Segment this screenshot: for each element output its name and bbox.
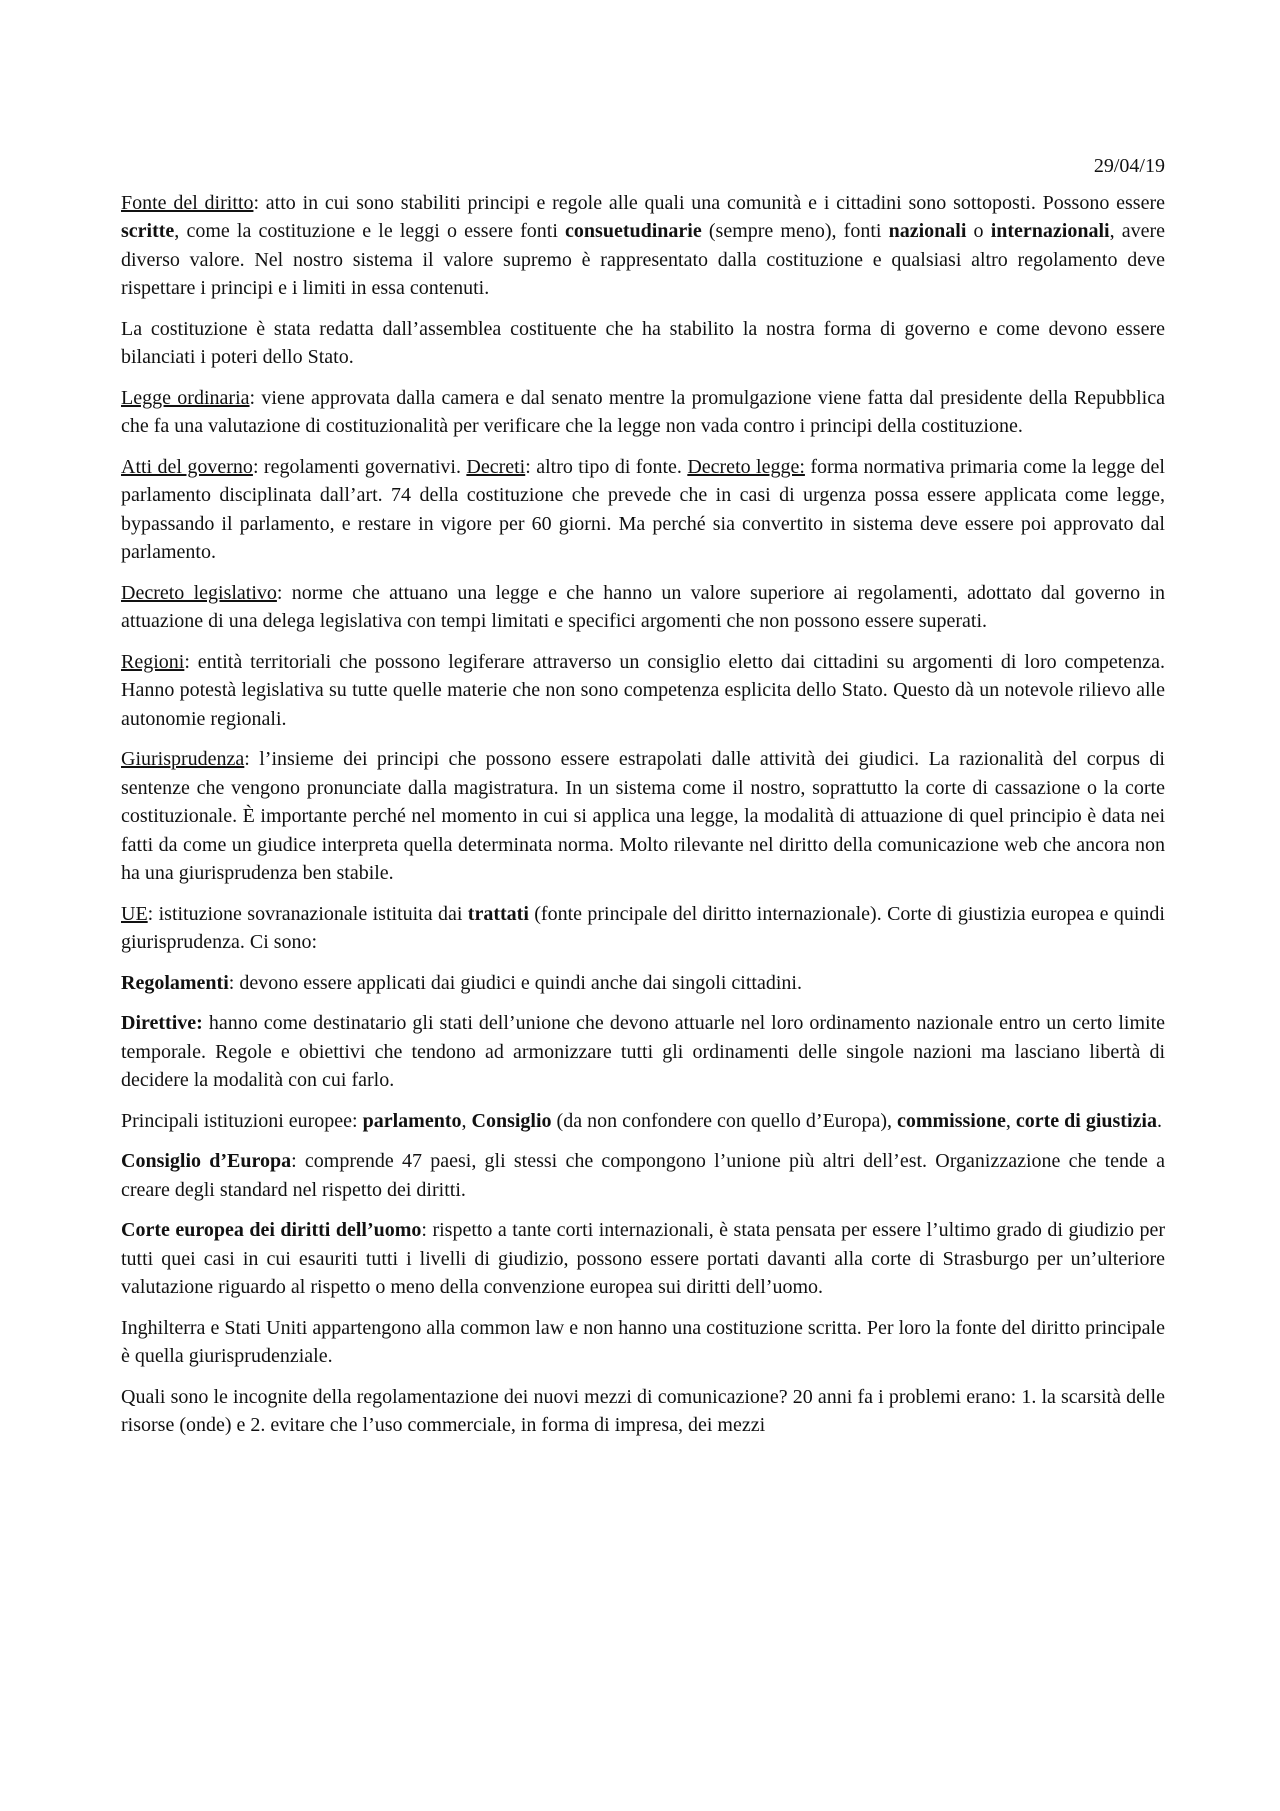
bold-term: consuetudinarie: [565, 220, 702, 242]
bold-term: internazionali: [990, 220, 1110, 242]
text-run: : viene approvata dalla camera e dal senato mentre la promulgazione viene fatta dal presidente della Repubblica che fa una valutazione di costituzionalità per verificare che la legge non vada contro i principi della costituzione.: [121, 386, 1165, 437]
text-run: (fonte principale del diritto internazionale). Corte di giustizia europea e quindi giurisprudenza. Ci sono:: [121, 902, 1165, 953]
underlined-term: Giurisprudenza: [121, 748, 245, 770]
paragraph: [121, 1107, 1165, 1136]
bold-term: corte di giustizia: [1015, 1109, 1157, 1132]
text-run: : norme che attuano una legge e che hanno un valore superiore ai regolamenti, adottato dal governo in attuazione di una delega legislativa con tempi limitati e specifici argomenti che non possono essere superati.: [121, 581, 1165, 632]
text-run: La costituzione è stata redatta dall’assemblea costituente che ha stabilito la nostra forma di governo e come devono essere bilanciati i poteri dello Stato.: [121, 317, 1165, 368]
paragraph: [121, 900, 1165, 957]
document-date: 29/04/19: [1093, 155, 1165, 177]
text-run: Quali sono le incognite della regolamentazione dei nuovi mezzi di comunicazione? 20 anni fa i problemi erano: 1. la scarsità delle risorse (onde) e 2. evitare che l’uso commerciale, in forma di impresa, dei mezzi: [121, 1385, 1165, 1436]
text-run: : atto in cui sono stabiliti principi e regole alle quali una comunità e i cittadini sono sottoposti. Possono essere: [253, 191, 1165, 214]
bold-term: Consiglio: [471, 1109, 552, 1132]
paragraph: [121, 1147, 1165, 1204]
text-run: : rispetto a tante corti internazionali, è stata pensata per essere l’ultimo grado di giudizio per tutti quei casi in cui esauriti tutti i livelli di giudizio, possono essere portati davanti alla corte di Strasburgo per un’ulteriore valutazione riguardo al rispetto o meno della convenzione europea sui diritti dell’uomo.: [121, 1219, 1166, 1298]
paragraph: [121, 1383, 1165, 1440]
paragraph: [121, 579, 1165, 636]
bold-term: Direttive:: [121, 1012, 203, 1034]
paragraph: [121, 969, 1165, 998]
text-run: (da non confondere con quello d’Europa),: [551, 1109, 897, 1132]
text-run: : l’insieme dei principi che possono essere estrapolati dalle attività dei giudici. La razionalità del corpus di sentenze che vengono pronunciate dalla magistratura. In un sistema come il nostro, soprattutto la corte di cassazione o la corte costituzionale. È importante perché nel momento in cui si applica una legge, la modalità di attuazione di quel principio è data nei fatti da come un giudice interpreta quella determinata norma. Molto rilevante nel diritto della comunicazione web che ancora non ha una giurisprudenza ben stabile.: [121, 748, 1165, 884]
bold-term: Consiglio d’Europa: [121, 1150, 292, 1172]
bold-term: Corte europea dei diritti dell’uomo: [121, 1219, 422, 1241]
paragraph: [121, 453, 1165, 567]
text-run: hanno come destinatario gli stati dell’unione che devono attuarle nel loro ordinamento nazionale entro un certo limite temporale. Regole e obiettivi che tendono ad armonizzare tutti gli ordinamenti delle singole nazioni ma lasciano libertà di decidere la modalità con cui farlo.: [121, 1012, 1165, 1091]
paragraph: [121, 384, 1165, 441]
bold-term: parlamento: [362, 1109, 462, 1132]
text-run: : entità territoriali che possono legiferare attraverso un consiglio eletto dai cittadini su argomenti di loro competenza. Hanno potestà legislativa su tutte quelle materie che non sono competenza esplicita dello Stato. Questo dà un notevole rilievo alle autonomie regionali.: [121, 650, 1165, 730]
text-run: .: [1156, 1109, 1162, 1132]
paragraph: [121, 745, 1165, 888]
paragraph: [121, 1216, 1165, 1302]
bold-term: Regolamenti: [121, 971, 229, 994]
text-run: o: [966, 220, 991, 242]
document-page: [121, 152, 1165, 1452]
text-run: : comprende 47 paesi, gli stessi che compongono l’unione più altri dell’est. Organizzazione che tende a creare degli standard nel rispetto dei diritti.: [121, 1150, 1166, 1201]
bold-term: trattati: [467, 902, 529, 925]
bold-term: commissione: [896, 1109, 1006, 1132]
underlined-term: Decreti: [466, 455, 526, 478]
underlined-term: Regioni: [121, 650, 185, 673]
text-run: Inghilterra e Stati Uniti appartengono alla common law e non hanno una costituzione scritta. Per loro la fonte del diritto principale è quella giurisprudenziale.: [121, 1316, 1165, 1367]
text-run: : istituzione sovranazionale istituita dai: [147, 902, 468, 925]
text-run: : devono essere applicati dai giudici e quindi anche dai singoli cittadini.: [228, 971, 802, 994]
underlined-term: Decreto legislativo: [121, 581, 277, 604]
underlined-term: Legge ordinaria: [121, 386, 250, 409]
underlined-term: Atti del governo: [121, 455, 253, 478]
text-run: Principali istituzioni europee:: [121, 1109, 363, 1132]
document-body: [121, 189, 1165, 1440]
bold-term: scritte: [121, 220, 175, 242]
text-run: ,: [461, 1109, 472, 1132]
paragraph: [121, 648, 1165, 734]
paragraph: [121, 315, 1165, 372]
text-run: , avere diverso valore. Nel nostro sistema il valore supremo è rappresentato dalla costituzione e qualsiasi altro regolamento deve rispettare i principi e i limiti in essa contenuti.: [121, 220, 1166, 299]
bold-term: nazionali: [888, 220, 967, 242]
paragraph: [121, 189, 1165, 303]
text-run: : altro tipo di fonte.: [525, 455, 688, 478]
text-run: forma normativa primaria come la legge del parlamento disciplinata dall’art. 74 della costituzione che prevede che in casi di urgenza possa essere applicata come legge, bypassando il parlamento, e restare in vigore per 60 giorni. Ma perché sia convertito in sistema deve essere poi approvato dal parlamento.: [121, 455, 1165, 563]
text-run: , come la costituzione e le leggi o essere fonti: [174, 220, 566, 242]
text-run: : regolamenti governativi.: [252, 455, 467, 478]
paragraph: [121, 1314, 1165, 1371]
text-run: (sempre meno), fonti: [701, 220, 889, 242]
underlined-term: UE: [121, 902, 148, 925]
underlined-term: Decreto legge:: [687, 455, 805, 478]
text-run: ,: [1005, 1109, 1016, 1132]
paragraph: [121, 1009, 1165, 1095]
underlined-term: Fonte del diritto: [121, 191, 254, 214]
